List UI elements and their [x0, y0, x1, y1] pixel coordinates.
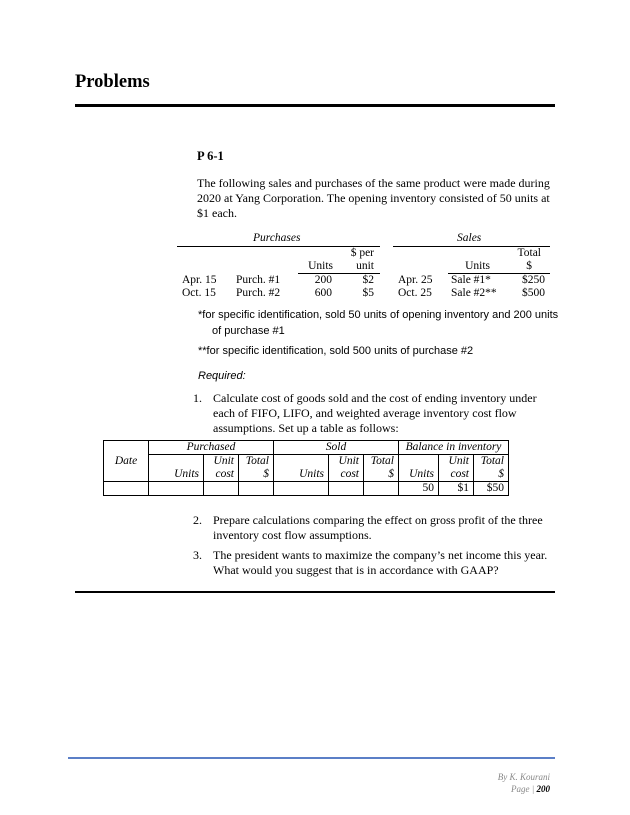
requirement-3-text: The president wants to maximize the company’s net income this year. What would you suggest that is in accordance with GAAP?: [213, 548, 548, 577]
row2-sale-name: Sale #2**: [451, 287, 497, 299]
purchased-units-top: [149, 455, 204, 469]
footer-page-label: Page |: [511, 784, 535, 794]
requirement-2-number: 2.: [193, 513, 202, 527]
row1-sale-name: Sale #1*: [451, 274, 491, 286]
row1-purchase-cost: $2: [362, 274, 374, 286]
date-header-top: [104, 441, 149, 455]
opening-sold-cost-cell: [329, 482, 364, 496]
opening-balance-units: 50: [399, 482, 439, 496]
balance-dollar-label: $: [474, 468, 509, 482]
section-end-rule: [75, 591, 555, 593]
problem-number: P 6-1: [197, 149, 224, 163]
row1-purchase-name: Purch. #1: [236, 274, 281, 286]
footer-page: [511, 784, 550, 794]
sold-dollar-label: $: [364, 468, 399, 482]
col-units: Units: [308, 260, 333, 272]
row1-sale-date: Apr. 25: [398, 274, 433, 286]
row2-sale-total: $500: [522, 287, 545, 299]
purchased-cost-label: cost: [204, 468, 239, 482]
row2-purchase-cost: $5: [362, 287, 374, 299]
requirement-2-text: Prepare calculations comparing the effect on gross profit of the three inventory cost flow assumptions.: [213, 513, 543, 542]
row1-purchase-units: 200: [314, 274, 332, 286]
purchases-header: Purchases: [253, 232, 301, 244]
balance-total-label: Total: [474, 455, 509, 469]
footer-rule: [68, 757, 555, 759]
sold-unit-label: Unit: [329, 455, 364, 469]
opening-purchased-total-cell: [239, 482, 274, 496]
purchases-sales-table: [170, 230, 555, 305]
requirement-3: [193, 548, 563, 578]
balance-units-label: Units: [399, 468, 439, 482]
opening-sold-total-cell: [364, 482, 399, 496]
purchased-units-label: Units: [149, 468, 204, 482]
col-per-unit-top: $ per: [350, 247, 374, 259]
footnote-specific-id-1: [198, 307, 568, 339]
problem-intro: The following sales and purchases of the same product were made during 2020 at Yang Corporation. The opening inventory consisted of 50 units at $1 each.: [197, 176, 550, 220]
sold-cost-label: cost: [329, 468, 364, 482]
col-per-unit-bottom: unit: [356, 260, 374, 272]
purchased-header: Purchased: [149, 441, 274, 455]
row2-purchase-name: Purch. #2: [236, 287, 281, 299]
opening-purchased-cost-cell: [204, 482, 239, 496]
sold-units-top: [274, 455, 329, 469]
sold-units-label: Units: [274, 468, 329, 482]
footer-author: By K. Kourani: [497, 772, 550, 782]
opening-balance-unit-cost: $1: [439, 482, 474, 496]
opening-balance-total: $50: [474, 482, 509, 496]
balance-units-top: [399, 455, 439, 469]
requirement-1-text: Calculate cost of goods sold and the cost of ending inventory under each of FIFO, LIFO, and weighted average inventory cost flow assumptions. Set up a table as follows:: [213, 391, 537, 435]
col-total-top: Total: [517, 247, 541, 259]
opening-purchased-units-cell: [149, 482, 204, 496]
requirement-1-number: 1.: [193, 391, 202, 405]
inventory-balance-table: [103, 440, 509, 496]
balance-header: Balance in inventory: [399, 441, 509, 455]
row2-sale-date: Oct. 25: [398, 287, 432, 299]
opening-sold-units-cell: [274, 482, 329, 496]
col-sales-units: Units: [465, 260, 490, 272]
balance-cost-label: cost: [439, 468, 474, 482]
balance-unit-label: Unit: [439, 455, 474, 469]
purchased-total-label: Total: [239, 455, 274, 469]
sales-header: Sales: [457, 232, 482, 244]
row2-purchase-date: Oct. 15: [182, 287, 216, 299]
sold-total-label: Total: [364, 455, 399, 469]
footer-page-number: 200: [536, 784, 550, 794]
heading-rule: [75, 104, 555, 107]
col-total-bottom: $: [526, 260, 532, 272]
row1-purchase-date: Apr. 15: [182, 274, 217, 286]
purchased-unit-label: Unit: [204, 455, 239, 469]
requirement-2: [193, 513, 563, 543]
requirement-3-number: 3.: [193, 548, 202, 562]
page-heading: Problems: [75, 72, 150, 92]
footnote-1-text: *for specific identification, sold 50 units of opening inventory and 200 units of purchase #1: [198, 309, 559, 337]
purchased-dollar-label: $: [239, 468, 274, 482]
row2-purchase-units: 600: [314, 287, 332, 299]
sold-header: Sold: [274, 441, 399, 455]
date-header-bottom: [104, 468, 149, 482]
required-label: Required:: [198, 370, 246, 382]
footnote-specific-id-2: **for specific identification, sold 500 units of purchase #2: [198, 345, 474, 357]
opening-date-cell: [104, 482, 149, 496]
date-header: Date: [104, 455, 149, 469]
row1-sale-total: $250: [522, 274, 545, 286]
requirement-1: [193, 391, 563, 436]
